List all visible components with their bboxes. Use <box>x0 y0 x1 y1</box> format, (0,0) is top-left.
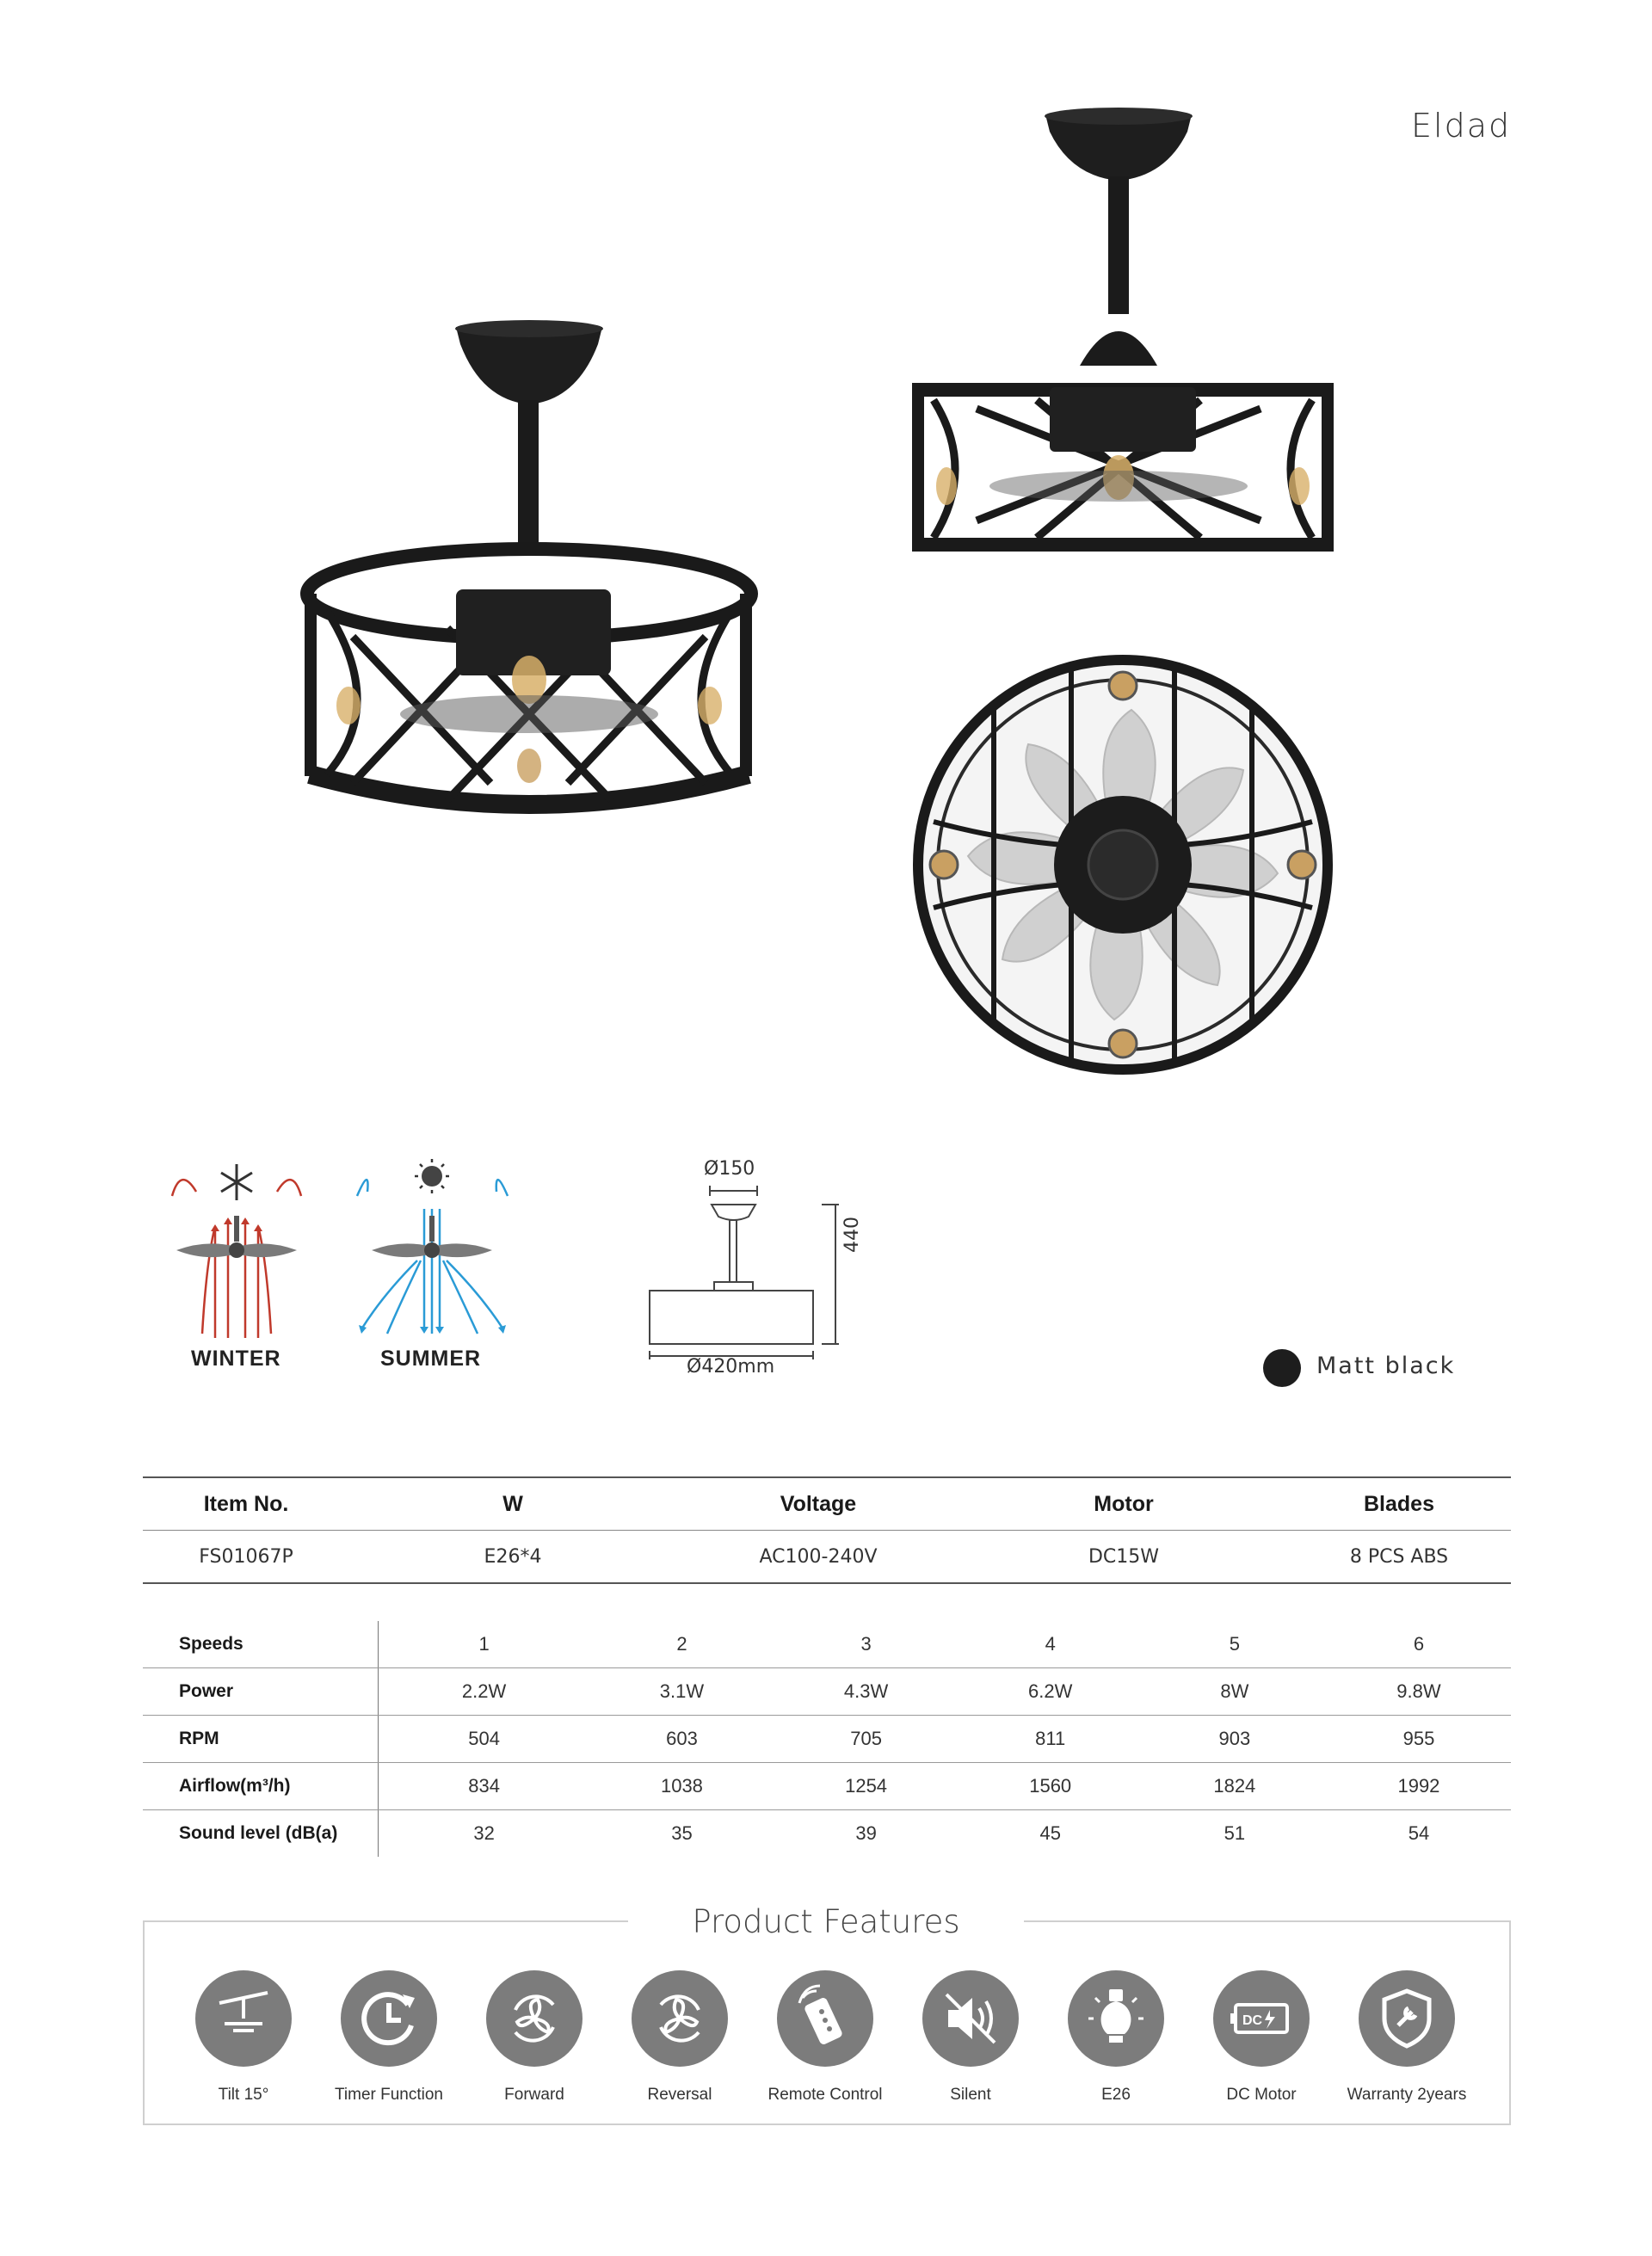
cell: 35 <box>671 1822 693 1844</box>
speed-row <box>143 1621 1511 1668</box>
cell: 8W <box>1220 1680 1249 1702</box>
spec-table <box>143 1476 1511 1584</box>
airflow-row <box>143 1763 1511 1810</box>
feature-label: Timer Function <box>335 2086 443 2104</box>
feature-label: Forward <box>504 2086 564 2104</box>
cell: 1254 <box>845 1775 888 1797</box>
feature-reversal <box>607 1970 753 2105</box>
dc-motor-icon <box>1213 1970 1310 2067</box>
cell: 51 <box>1224 1822 1246 1844</box>
cell: 3.1W <box>659 1680 705 1702</box>
cell: 834 <box>468 1775 500 1797</box>
header-motor: Motor <box>1094 1491 1154 1516</box>
color-label: Matt black <box>1316 1353 1456 1379</box>
product-photo-bottom <box>908 650 1338 1080</box>
value-wattage: E26*4 <box>484 1545 542 1568</box>
product-photo-front <box>908 108 1338 555</box>
feature-silent <box>897 1970 1044 2105</box>
cell: 5 <box>1229 1633 1240 1655</box>
cell: 504 <box>468 1728 500 1749</box>
spec-header-row <box>143 1476 1511 1531</box>
feature-e26 <box>1043 1970 1189 2105</box>
feature-warranty <box>1334 1970 1480 2105</box>
summer-label: SUMMER <box>380 1347 482 1371</box>
color-swatch[interactable] <box>1263 1349 1301 1387</box>
cell: 2 <box>676 1633 687 1655</box>
cell: 45 <box>1039 1822 1061 1844</box>
dimension-drawing <box>641 1179 865 1377</box>
row-label: RPM <box>143 1716 379 1762</box>
cell: 32 <box>473 1822 495 1844</box>
overall-diameter: Ø420mm <box>687 1356 775 1378</box>
speed-table <box>143 1621 1511 1857</box>
tilt-icon <box>195 1970 292 2067</box>
feature-label: Tilt 15° <box>218 2086 269 2104</box>
row-label: Speeds <box>143 1621 379 1667</box>
feature-label: Warranty 2years <box>1347 2086 1467 2104</box>
cell: 9.8W <box>1396 1680 1441 1702</box>
cell: 54 <box>1408 1822 1430 1844</box>
reversal-fan-icon <box>632 1970 728 2067</box>
winter-airflow-icon <box>163 1157 310 1342</box>
cell: 1038 <box>660 1775 703 1797</box>
value-blades: 8 PCS ABS <box>1349 1545 1449 1568</box>
feature-dc-motor <box>1188 1970 1335 2105</box>
cell: 955 <box>1402 1728 1435 1749</box>
row-label: Airflow(m³/h) <box>143 1763 379 1809</box>
header-blades: Blades <box>1364 1491 1434 1516</box>
product-title: Eldad <box>1411 107 1512 145</box>
feature-label: Reversal <box>647 2086 712 2104</box>
rpm-row <box>143 1716 1511 1763</box>
canopy-diameter: Ø150 <box>704 1158 755 1180</box>
cell: 1992 <box>1397 1775 1440 1797</box>
cell: 603 <box>666 1728 698 1749</box>
value-item-no: FS01067P <box>199 1545 293 1568</box>
feature-forward <box>461 1970 607 2105</box>
cell: 3 <box>860 1633 872 1655</box>
summer-airflow-icon <box>348 1157 516 1342</box>
cell: 4 <box>1045 1633 1056 1655</box>
cell: 6.2W <box>1028 1680 1073 1702</box>
cell: 1824 <box>1213 1775 1256 1797</box>
spec-value-row <box>143 1531 1511 1584</box>
power-row <box>143 1668 1511 1716</box>
sound-row <box>143 1810 1511 1857</box>
value-motor: DC15W <box>1088 1545 1160 1568</box>
feature-label: DC Motor <box>1226 2086 1297 2104</box>
cell: 1 <box>478 1633 490 1655</box>
cell: 39 <box>855 1822 877 1844</box>
cell: 705 <box>850 1728 882 1749</box>
height-dimension: 440 <box>841 1217 863 1253</box>
cell: 903 <box>1218 1728 1251 1749</box>
warranty-shield-icon <box>1359 1970 1455 2067</box>
cell: 2.2W <box>461 1680 507 1702</box>
cell: 811 <box>1035 1728 1066 1749</box>
winter-label: WINTER <box>191 1347 281 1371</box>
product-photo-side <box>293 318 774 835</box>
row-label: Sound level (dB(a) <box>143 1810 379 1857</box>
cell: 4.3W <box>843 1680 889 1702</box>
value-voltage: AC100-240V <box>759 1545 878 1568</box>
features-title: Product Features <box>628 1903 1024 1943</box>
feature-label: Silent <box>950 2086 991 2104</box>
header-wattage: W <box>502 1491 523 1516</box>
row-label: Power <box>143 1668 379 1715</box>
bulb-icon <box>1068 1970 1164 2067</box>
cell: 1560 <box>1029 1775 1072 1797</box>
silent-icon <box>922 1970 1019 2067</box>
cell: 6 <box>1413 1633 1425 1655</box>
timer-icon <box>341 1970 437 2067</box>
remote-icon <box>777 1970 873 2067</box>
svg-text:DC: DC <box>1242 2013 1263 2028</box>
header-voltage: Voltage <box>780 1491 857 1516</box>
feature-label: E26 <box>1101 2086 1131 2104</box>
feature-remote <box>752 1970 898 2105</box>
feature-label: Remote Control <box>767 2086 883 2104</box>
feature-timer <box>316 1970 462 2105</box>
header-item-no: Item No. <box>203 1491 289 1516</box>
feature-tilt <box>170 1970 317 2105</box>
forward-fan-icon <box>486 1970 583 2067</box>
